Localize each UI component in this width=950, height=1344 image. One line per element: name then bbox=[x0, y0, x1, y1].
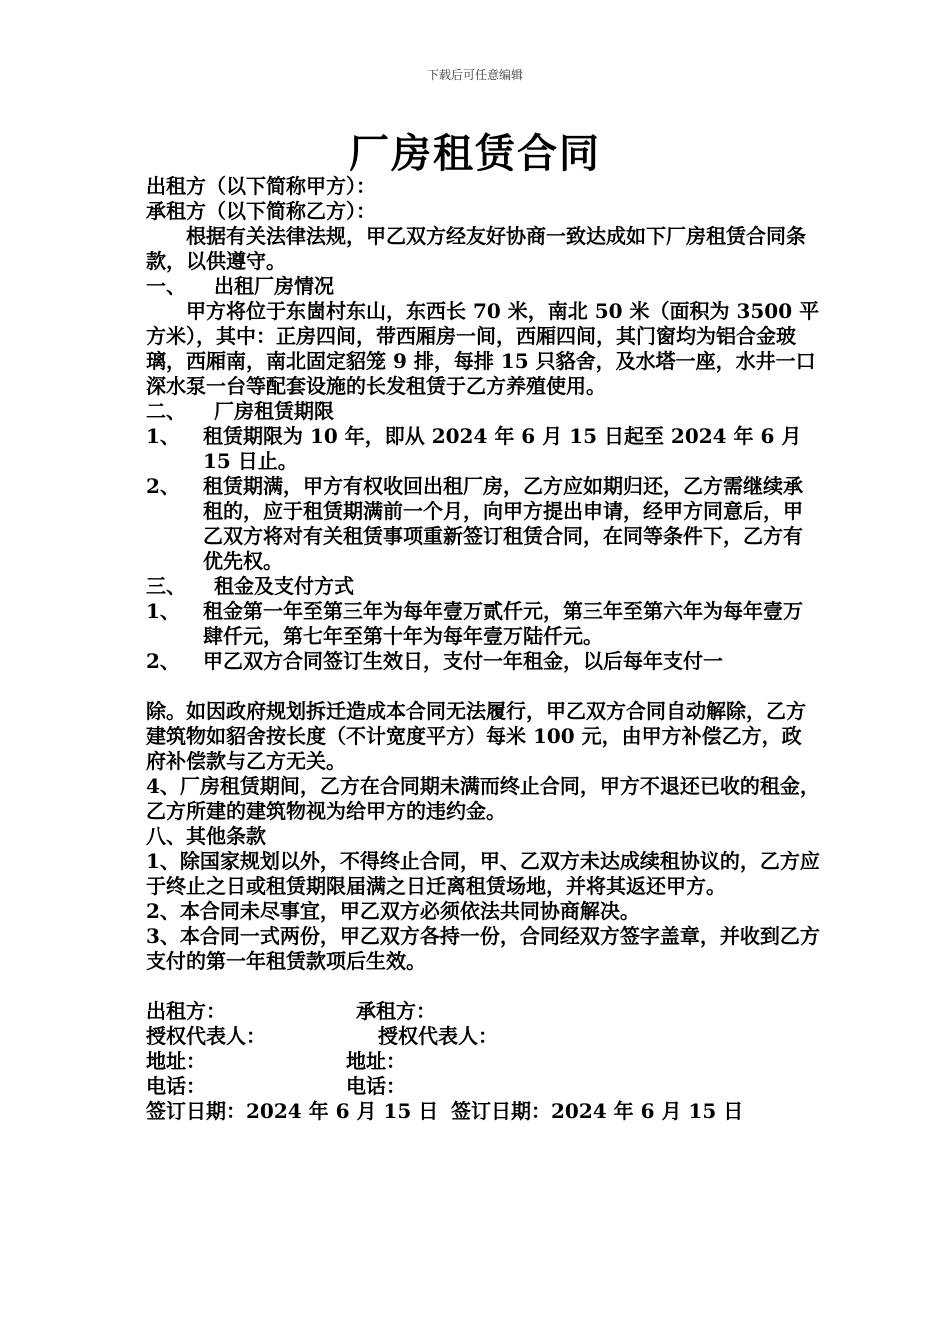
lessor-address-label: 地址： bbox=[146, 1049, 206, 1073]
item-text: 租赁期满，甲方有权收回出租厂房，乙方应如期归还，乙方需继续承租的，应于租赁期满前一个月，向甲方提出申请，经甲方同意后，甲乙双方将对有关租赁事项重新签订租赁合同，在同等条件下，乙方有优先权。 bbox=[203, 474, 803, 573]
lessee-representative-label: 授权代表人： bbox=[378, 1024, 498, 1048]
continuation-paragraph: 4、厂房租赁期间，乙方在合同期未满而终止合同，甲方不退还已收的租金，乙方所建的建筑物视为给甲方的违约金。 bbox=[146, 774, 820, 823]
lessee-address-label: 地址： bbox=[346, 1049, 406, 1073]
signature-phone-row bbox=[146, 1074, 820, 1099]
signature-date-row bbox=[146, 1099, 820, 1124]
signature-gap bbox=[146, 974, 820, 999]
lessee-signature-label: 承租方： bbox=[356, 999, 436, 1023]
page-break-gap bbox=[146, 674, 820, 699]
section-1-heading bbox=[146, 274, 820, 299]
section-3-heading bbox=[146, 574, 820, 599]
lessor-phone-label: 电话： bbox=[146, 1074, 206, 1098]
lessor-line: 出租方（以下简称甲方）： bbox=[146, 174, 376, 198]
document-title: 厂房租赁合同 bbox=[349, 130, 601, 177]
header-note: 下载后可任意编辑 bbox=[426, 68, 523, 82]
section-2-number: 二、 bbox=[146, 399, 186, 423]
contract-body bbox=[146, 174, 820, 1124]
section-3-number: 三、 bbox=[146, 574, 186, 598]
lessee-phone-label: 电话： bbox=[346, 1074, 406, 1098]
section-8-item: 3、本合同一式两份，甲乙双方各持一份，合同经双方签字盖章，并收到乙方支付的第一年租赁款项后生效。 bbox=[146, 924, 820, 973]
signature-address-row bbox=[146, 1049, 820, 1074]
section-2-item bbox=[146, 474, 820, 574]
signature-representative-row bbox=[146, 1024, 820, 1049]
section-1-text: 甲方将位于东崮村东山，东西长 70 米，南北 50 米（面积为 3500 平方米），其中：正房四间，带西厢房一间，西厢四间，其门窗均为铝合金玻璃，西厢南，南北固定貂笼 9 排，每排 15 只貉舍，及水塔一座，水井一口深水泵一台等配套设施的长发租赁于乙方养殖使用。 bbox=[146, 299, 820, 398]
lessor-signature-label: 出租方： bbox=[146, 999, 226, 1023]
continuation-paragraph: 除。如因政府规划拆迁造成本合同无法履行，甲乙双方合同自动解除，乙方建筑物如貂舍按长度（不计宽度平方）每米 100 元，由甲方补偿乙方，政府补偿款与乙方无关。 bbox=[146, 699, 806, 773]
section-1-number: 一、 bbox=[146, 274, 186, 298]
lessee-line: 承租方（以下简称乙方）： bbox=[146, 199, 376, 223]
section-3-item bbox=[146, 599, 820, 649]
intro-paragraph: 根据有关法律法规，甲乙双方经友好协商一致达成如下厂房租赁合同条款，以供遵守。 bbox=[146, 224, 806, 273]
lessor-representative-label: 授权代表人： bbox=[146, 1024, 266, 1048]
item-text: 租赁期限为 10 年，即从 2024 年 6 月 15 日起至 2024 年 6 月 15 日止。 bbox=[203, 424, 802, 473]
section-8-item: 1、除国家规划以外，不得终止合同，甲、乙双方未达成续租协议的，乙方应于终止之日或租赁期限届满之日迁离租赁场地，并将其返还甲方。 bbox=[146, 849, 820, 898]
item-number: 1、 bbox=[146, 424, 180, 448]
section-8-item: 2、本合同未尽事宜，甲乙双方必须依法共同协商解决。 bbox=[146, 899, 640, 923]
item-number: 1、 bbox=[146, 599, 180, 623]
lessee-signing-date: 签订日期：2024 年 6 月 15 日 bbox=[451, 1099, 744, 1123]
section-2-heading bbox=[146, 399, 820, 424]
lessor-signing-date: 签订日期：2024 年 6 月 15 日 bbox=[146, 1099, 439, 1123]
section-2-item bbox=[146, 424, 820, 474]
signature-party-row bbox=[146, 999, 820, 1024]
section-2-title: 厂房租赁期限 bbox=[214, 399, 334, 423]
item-text: 甲乙双方合同签订生效日，支付一年租金，以后每年支付一 bbox=[203, 649, 723, 673]
section-8-heading: 八、其他条款 bbox=[146, 824, 266, 848]
section-1-title: 出租厂房情况 bbox=[214, 274, 334, 298]
section-3-title: 租金及支付方式 bbox=[214, 574, 354, 598]
item-number: 2、 bbox=[146, 649, 180, 673]
item-text: 租金第一年至第三年为每年壹万贰仟元，第三年至第六年为每年壹万肆仟元，第七年至第十年为每年壹万陆仟元。 bbox=[203, 599, 803, 648]
item-number: 2、 bbox=[146, 474, 180, 498]
section-3-item bbox=[146, 649, 820, 674]
